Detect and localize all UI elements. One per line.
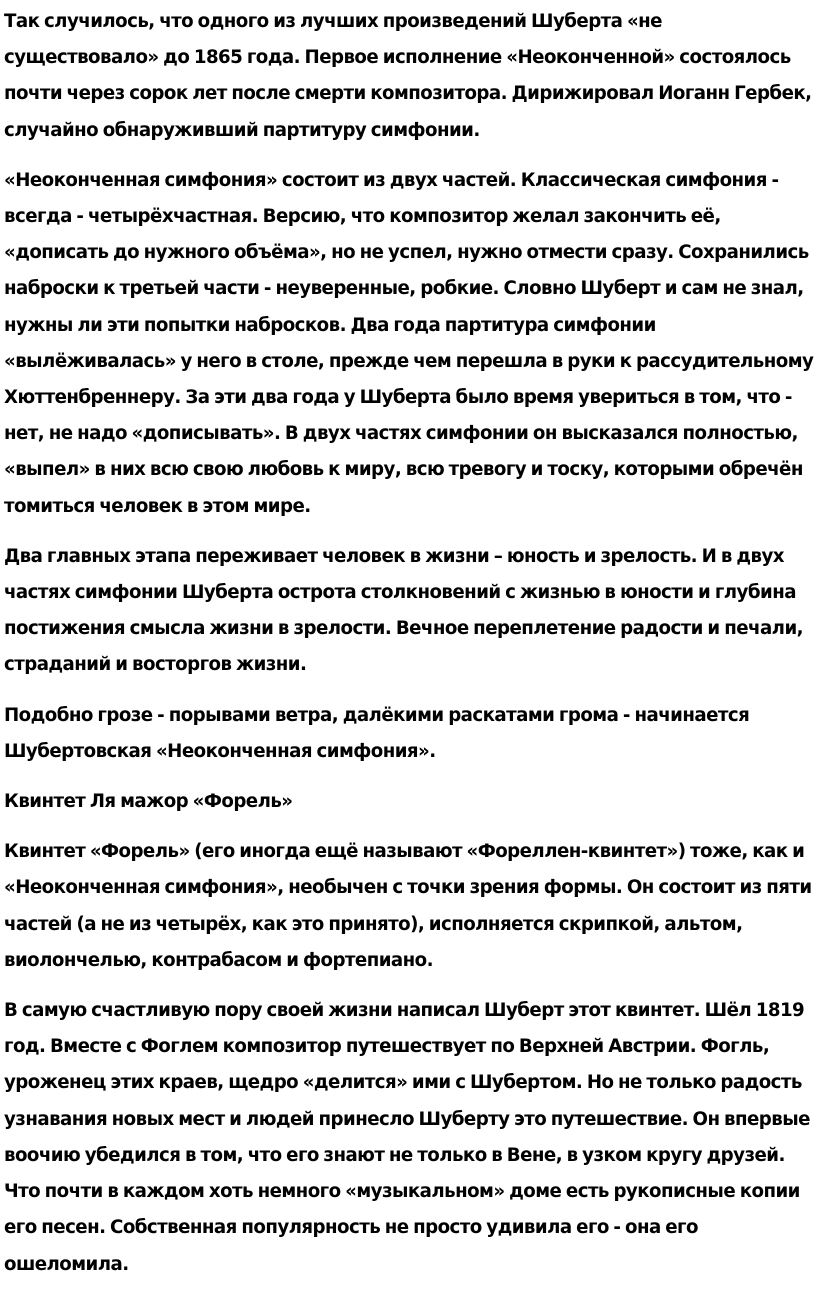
paragraph-quintet-form: Квинтет «Форель» (его иногда ещё называют «Фореллен-квинтет») тоже, как и «Неоконченная симфония», необычен с точки зрения формы. Он состоит из пяти частей (а не из четырёх, как это принято), исполняется скрипкой, альтом, виолончелью, контрабасом и фортепиано. bbox=[4, 841, 812, 971]
paragraph-quintet-history: В самую счастливую пору своей жизни написал Шуберт этот квинтет. Шёл 1819 год. Вместе с Фоглем композитор путешествует по Верхней Австрии. Фогль, уроженец этих краев, щедро «делится» ими с Шубертом. Но не только радость узнавания новых мест и людей принесло Шуберту это путешествие. Он впервые воочию убедился в том, что его знают не только в Вене, в узком кругу друзей. Что почти в каждом хоть немного «музыкальном» доме есть рукописные копии его песен. Собственная популярность не просто удивила его - она его ошеломила. bbox=[4, 1000, 810, 1275]
paragraph-premiere: Так случилось, что одного из лучших произведений Шуберта «не существовало» до 1865 года. Первое исполнение «Неоконченной» состоялось почти через сорок лет после смерти композитора. Дирижировал Иоганн Гербек, случайно обнаруживший партитуру симфонии. bbox=[4, 11, 812, 141]
section-heading-trout-quintet: Квинтет Ля мажор «Форель» bbox=[4, 791, 293, 813]
paragraph-youth-maturity: Два главных этапа переживает человек в жизни – юность и зрелость. И в двух частях симфонии Шуберта острота столкновений с жизнью в юности и глубина постижения смысла жизни в зрелости. Вечное переплетение радости и печали, страданий и восторгов жизни. bbox=[4, 545, 803, 676]
paragraph-two-movements: «Неоконченная симфония» состоит из двух частей. Классическая симфония - всегда - четырёхчастная. Версию, что композитор желал закончить её, «дописать до нужного объёма», но не успел, нужно отмести сразу. Сохранились наброски к третьей части - неуверенные, робкие. Словно Шуберт и сам не знал, нужны ли эти попытки набросков. Два года партитура симфонии «вылёживалась» у него в столе, прежде чем перешла в руки к рассудительному Хюттенбреннеру. За эти два года у Шуберта было время увериться в том, что - нет, не надо «дописывать». В двух частях симфонии он высказался полностью, «выпел» в них всю свою любовь к миру, всю тревогу и тоску, которыми обречён томиться человек в этом мире. bbox=[4, 169, 814, 517]
paragraph-storm-opening: Подобно грозе - порывами ветра, далёкими раскатами грома - начинается Шубертовская «Неоконченная симфония». bbox=[4, 704, 750, 762]
